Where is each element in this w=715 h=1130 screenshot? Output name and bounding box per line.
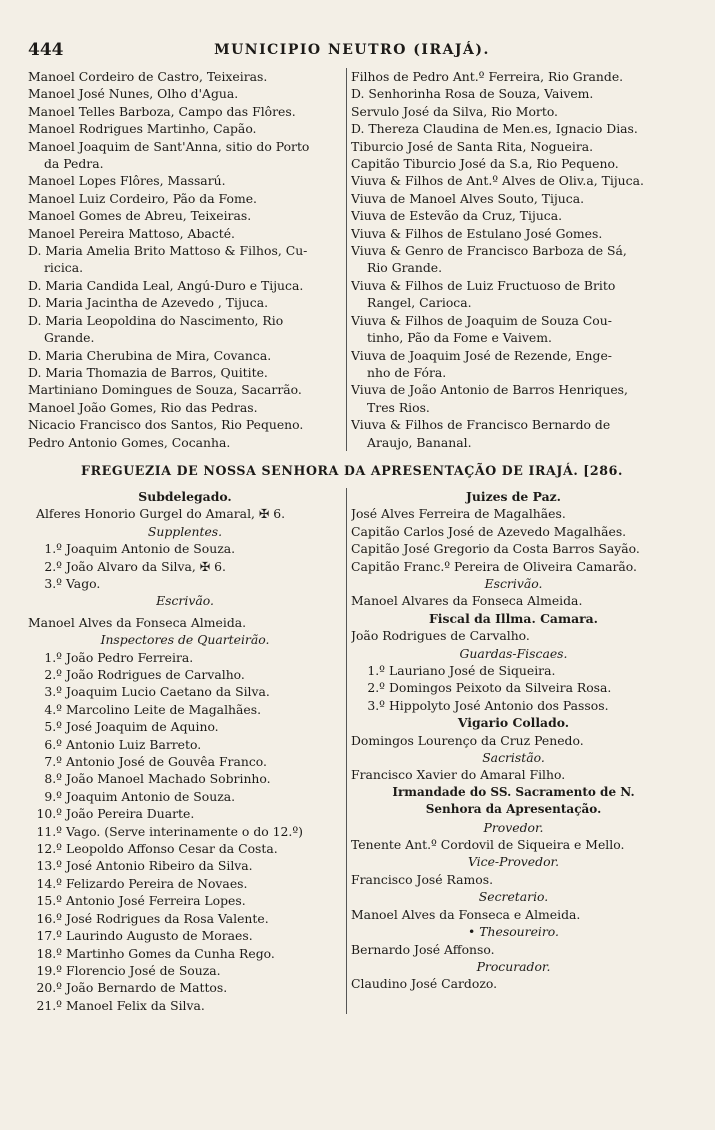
secretario-heading: Secretario. xyxy=(478,889,549,905)
provedor-name: Tenente Ant.º Cordovil de Siqueira e Mello. xyxy=(351,837,625,853)
page-header xyxy=(28,40,676,68)
list-item: D. Maria Jacintha de Azevedo , Tijuca. xyxy=(28,295,269,311)
supplente-entry xyxy=(28,558,342,575)
irmandade-heading-1: Irmandade do SS. Sacramento de N. xyxy=(392,784,635,799)
inspector-entry-number: 6.º xyxy=(44,736,62,752)
list-item: D. Maria Cherubina de Mira, Covanca. xyxy=(28,347,272,363)
list-item: Tres Rios. xyxy=(367,399,430,415)
list-item: Viuva de Manoel Alves Souto, Tijuca. xyxy=(351,190,585,206)
escrivao-name: Manoel Alves da Fonseca Almeida. xyxy=(28,614,247,630)
list-item: Viuva & Filhos de Francisco Bernardo de xyxy=(351,417,611,433)
inspector-entry xyxy=(28,823,342,840)
list-item: Capitão Tiburcio José da S.a, Rio Pequeno. xyxy=(351,156,619,172)
page-title: MUNICIPIO NEUTRO (IRAJÁ). xyxy=(214,42,490,58)
page-number: 444 xyxy=(28,40,64,60)
inspector-entry xyxy=(28,962,342,979)
inspector-entry xyxy=(28,997,342,1014)
inspector-entry-number: 16.º xyxy=(36,910,62,926)
supplente-entry-name: Vago. xyxy=(66,575,101,591)
provedor-heading: Provedor. xyxy=(483,819,544,835)
inspector-entry-name: Antonio José de Gouvêa Franco. xyxy=(66,754,267,770)
vice-provedor-heading: Vice-Provedor. xyxy=(467,854,560,870)
irmandade-heading-2: Senhora da Apresentação. xyxy=(425,802,602,817)
list-item: Viuva & Filhos de Luiz Fructuoso de Brito xyxy=(351,277,616,293)
list-item: Viuva de João Antonio de Barros Henriques, xyxy=(351,382,628,398)
list-item: Viuva de Estevão da Cruz, Tijuca. xyxy=(351,208,563,224)
inspector-entry-name: João Manoel Machado Sobrinho. xyxy=(66,771,271,787)
inspector-entry-number: 5.º xyxy=(44,719,62,735)
fiscal-heading: Fiscal da Illma. Camara. xyxy=(429,610,598,626)
list-item: D. Maria Candida Leal, Angú-Duro e Tijuca. xyxy=(28,277,304,293)
inspector-entry-name: José Joaquim de Aquino. xyxy=(66,719,219,735)
list-item: Araujo, Bananal. xyxy=(367,434,472,450)
guarda-entry-name: Domingos Peixoto da Silveira Rosa. xyxy=(389,680,612,696)
inspector-entry-name: Manoel Felix da Silva. xyxy=(66,997,205,1013)
freguezia-right-column xyxy=(346,488,676,1014)
guardas-list xyxy=(351,662,676,714)
list-item: Viuva & Filhos de Joaquim de Souza Cou- xyxy=(351,312,612,328)
inspector-entry-number: 17.º xyxy=(36,928,62,944)
inspector-entry-number: 12.º xyxy=(36,841,62,857)
top-right-column xyxy=(346,68,676,451)
inspector-entry xyxy=(28,701,342,718)
inspector-entry xyxy=(28,979,342,996)
list-item: Viuva & Genro de Francisco Barboza de Sá, xyxy=(351,243,627,259)
tesoureiro-heading-text: Thesoureiro. xyxy=(479,924,559,940)
inspector-entry-number: 21.º xyxy=(36,997,62,1013)
inspector-entry xyxy=(28,736,342,753)
inspector-entry-name: Joaquim Lucio Caetano da Silva. xyxy=(66,684,270,700)
inspector-entry-number: 10.º xyxy=(36,806,62,822)
inspector-entry-number: 13.º xyxy=(36,858,62,874)
inspector-entry xyxy=(28,910,342,927)
inspector-entry-name: Laurindo Augusto de Moraes. xyxy=(66,928,253,944)
inspector-entry-number: 14.º xyxy=(36,875,62,891)
guarda-entry-number: 2.º xyxy=(367,680,385,696)
list-item: nho de Fóra. xyxy=(367,364,447,380)
supplente-entry-number: 3.º xyxy=(44,575,62,591)
guardas-heading: Guardas-Fiscaes. xyxy=(459,645,568,661)
inspector-entry-number: 15.º xyxy=(36,893,62,909)
inspector-entry-name: Marcolino Leite de Magalhães. xyxy=(66,701,262,717)
inspector-entry-number: 4.º xyxy=(44,701,62,717)
fiscal-name: João Rodrigues de Carvalho. xyxy=(351,628,530,644)
list-item: Manoel Pereira Mattoso, Abacté. xyxy=(28,225,235,241)
inspector-entry-number: 8.º xyxy=(44,771,62,787)
inspector-entry xyxy=(28,718,342,735)
inspector-entry-number: 9.º xyxy=(44,788,62,804)
inspector-entry-name: José Antonio Ribeiro da Silva. xyxy=(66,858,253,874)
inspector-entry-name: João Rodrigues de Carvalho. xyxy=(66,667,245,682)
list-item: D. Senhorinha Rosa de Souza, Vaivem. xyxy=(351,86,594,102)
list-item: Manoel Lopes Flôres, Massarú. xyxy=(28,173,226,189)
inspector-entry-name: Florencio José de Souza. xyxy=(66,962,221,978)
freguezia-listing xyxy=(28,488,676,1014)
guarda-entry xyxy=(351,697,676,714)
juiz-entry: Capitão José Gregorio da Costa Barros Sayão. xyxy=(351,541,640,557)
inspector-entry xyxy=(28,892,342,909)
inspector-entry xyxy=(28,857,342,874)
inspector-entry xyxy=(28,945,342,962)
inspector-entry-number: 18.º xyxy=(36,945,62,961)
section-heading: FREGUEZIA DE NOSSA SENHORA DA APRESENTAÇÃO DE IRAJÁ. [286. xyxy=(81,462,623,478)
list-item: Grande. xyxy=(44,330,95,346)
inspector-entry-name: Leopoldo Affonso Cesar da Costa. xyxy=(66,841,278,857)
list-item: D. Maria Thomazia de Barros, Quitite. xyxy=(28,364,268,380)
vice-provedor-name: Francisco José Ramos. xyxy=(351,871,494,887)
inspector-entry-number: 20.º xyxy=(36,980,62,996)
supplentes-heading: Supplentes. xyxy=(147,523,223,539)
inspector-entry-name: Martinho Gomes da Cunha Rego. xyxy=(66,945,275,961)
inspector-entry-name: Antonio Luiz Barreto. xyxy=(66,736,202,752)
inspector-entry-number: 2.º xyxy=(44,667,62,682)
juizes-list xyxy=(351,505,676,575)
juiz-entry: José Alves Ferreira de Magalhães. xyxy=(351,506,566,522)
inspector-entry-number: 19.º xyxy=(36,962,62,978)
inspector-entry-number: 3.º xyxy=(44,684,62,700)
inspector-entry xyxy=(28,770,342,787)
top-listing xyxy=(28,68,676,451)
supplente-entry-name: João Alvaro da Silva, ✠ 6. xyxy=(66,558,226,574)
list-item: Viuva & Filhos de Ant.º Alves de Oliv.a, Tijuca. xyxy=(351,173,644,189)
inspector-entry-name: José Rodrigues da Rosa Valente. xyxy=(66,910,269,926)
supplente-entry xyxy=(28,575,342,592)
sacristao-name: Francisco Xavier do Amaral Filho. xyxy=(351,767,566,783)
list-item: Filhos de Pedro Ant.º Ferreira, Rio Grande. xyxy=(351,69,624,84)
vigario-name: Domingos Lourenço da Cruz Penedo. xyxy=(351,732,584,748)
supplente-entry-number: 2.º xyxy=(44,558,62,574)
inspector-entry xyxy=(28,666,342,683)
inspector-entry-name: João Pedro Ferreira. xyxy=(66,649,194,665)
inspector-entry xyxy=(28,649,342,666)
inspector-entry-name: João Bernardo de Mattos. xyxy=(66,980,228,996)
guarda-entry-number: 1.º xyxy=(367,663,385,678)
list-item: D. Maria Amelia Brito Mattoso & Filhos, Cu- xyxy=(28,243,308,259)
inspector-entry xyxy=(28,875,342,892)
list-item: Manoel João Gomes, Rio das Pedras. xyxy=(28,399,258,415)
list-item: Manoel Luiz Cordeiro, Pão da Fome. xyxy=(28,190,257,206)
guarda-entry-name: Hippolyto José Antonio dos Passos. xyxy=(389,697,609,713)
inspectores-list xyxy=(28,649,342,1015)
list-item: D. Thereza Claudina de Men.es, Ignacio Dias. xyxy=(351,121,638,137)
list-item: Pedro Antonio Gomes, Cocanha. xyxy=(28,434,231,450)
list-item: Viuva de Joaquim José de Rezende, Enge- xyxy=(351,347,612,363)
supplente-entry-number: 1.º xyxy=(44,541,62,557)
top-left-column xyxy=(28,68,346,451)
procurador-name: Claudino José Cardozo. xyxy=(351,976,498,992)
guarda-entry-number: 3.º xyxy=(367,697,385,713)
guarda-entry-name: Lauriano José de Siqueira. xyxy=(389,663,556,678)
inspector-entry-number: 1.º xyxy=(44,649,62,665)
juizes-heading: Juizes de Paz. xyxy=(465,488,561,504)
list-item: Rio Grande. xyxy=(367,260,443,276)
juiz-entry: Capitão Carlos José de Azevedo Magalhães. xyxy=(351,523,627,539)
list-item: Martiniano Domingues de Souza, Sacarrão. xyxy=(28,382,302,398)
inspector-entry-number: 11.º xyxy=(36,823,62,839)
list-item: Manoel José Nunes, Olho d'Agua. xyxy=(28,86,239,102)
list-item: Manoel Telles Barboza, Campo das Flôres. xyxy=(28,103,296,119)
list-item: tinho, Pão da Fome e Vaivem. xyxy=(367,330,552,346)
inspector-entry xyxy=(28,840,342,857)
inspector-entry-name: Felizardo Pereira de Novaes. xyxy=(66,875,248,891)
guarda-entry xyxy=(351,662,676,679)
supplentes-list xyxy=(28,540,342,592)
list-item: Manoel Cordeiro de Castro, Teixeiras. xyxy=(28,69,268,84)
inspector-entry xyxy=(28,927,342,944)
inspector-entry-name: João Pereira Duarte. xyxy=(66,806,195,822)
escrivao-heading: Escrivão. xyxy=(156,593,214,609)
r-escrivao-name: Manoel Alvares da Fonseca Almeida. xyxy=(351,593,583,609)
inspector-entry xyxy=(28,805,342,822)
list-item: Manoel Joaquim de Sant'Anna, sitio do Porto xyxy=(28,138,310,154)
list-item: Nicacio Francisco dos Santos, Rio Pequeno. xyxy=(28,417,304,433)
procurador-heading: Procurador. xyxy=(476,958,551,974)
vigario-heading: Vigario Collado. xyxy=(457,715,570,731)
subdelegado-heading: Subdelegado. xyxy=(138,488,232,504)
secretario-name: Manoel Alves da Fonseca e Almeida. xyxy=(351,906,581,922)
subdelegado-name: Alferes Honorio Gurgel do Amaral, ✠ 6. xyxy=(36,506,286,522)
tesoureiro-name: Bernardo José Affonso. xyxy=(351,941,495,957)
list-item: D. Maria Leopoldina do Nascimento, Rio xyxy=(28,312,284,328)
supplente-entry-name: Joaquim Antonio de Souza. xyxy=(66,541,236,557)
inspector-entry xyxy=(28,683,342,700)
list-item: Viuva & Filhos de Estulano José Gomes. xyxy=(351,225,603,241)
list-item: Tiburcio José de Santa Rita, Nogueira. xyxy=(351,138,594,154)
list-item: Manoel Rodrigues Martinho, Capão. xyxy=(28,121,257,137)
tesoureiro-heading: • Thesoureiro. xyxy=(468,924,559,940)
list-item: Rangel, Carioca. xyxy=(367,295,472,311)
inspector-entry-name: Antonio José Ferreira Lopes. xyxy=(66,893,246,909)
inspectores-heading: Inspectores de Quarteirão. xyxy=(100,632,270,648)
inspector-entry xyxy=(28,753,342,770)
list-item: da Pedra. xyxy=(44,156,104,172)
sacristao-heading: Sacristão. xyxy=(482,750,545,766)
juiz-entry: Capitão Franc.º Pereira de Oliveira Camarão. xyxy=(351,558,637,574)
inspector-entry-number: 7.º xyxy=(44,754,62,770)
freguezia-left-column xyxy=(28,488,346,1014)
document-page xyxy=(28,40,676,1014)
inspector-entry xyxy=(28,788,342,805)
guarda-entry xyxy=(351,679,676,696)
r-escrivao-heading: Escrivão. xyxy=(484,575,543,591)
list-item: Manoel Gomes de Abreu, Teixeiras. xyxy=(28,208,252,224)
inspector-entry-name: Joaquim Antonio de Souza. xyxy=(66,788,236,804)
list-item: ricica. xyxy=(44,260,84,276)
inspector-entry-name: Vago. (Serve interinamente o do 12.º) xyxy=(66,823,304,839)
list-item: Servulo José da Silva, Rio Morto. xyxy=(351,103,558,119)
supplente-entry xyxy=(28,540,342,557)
